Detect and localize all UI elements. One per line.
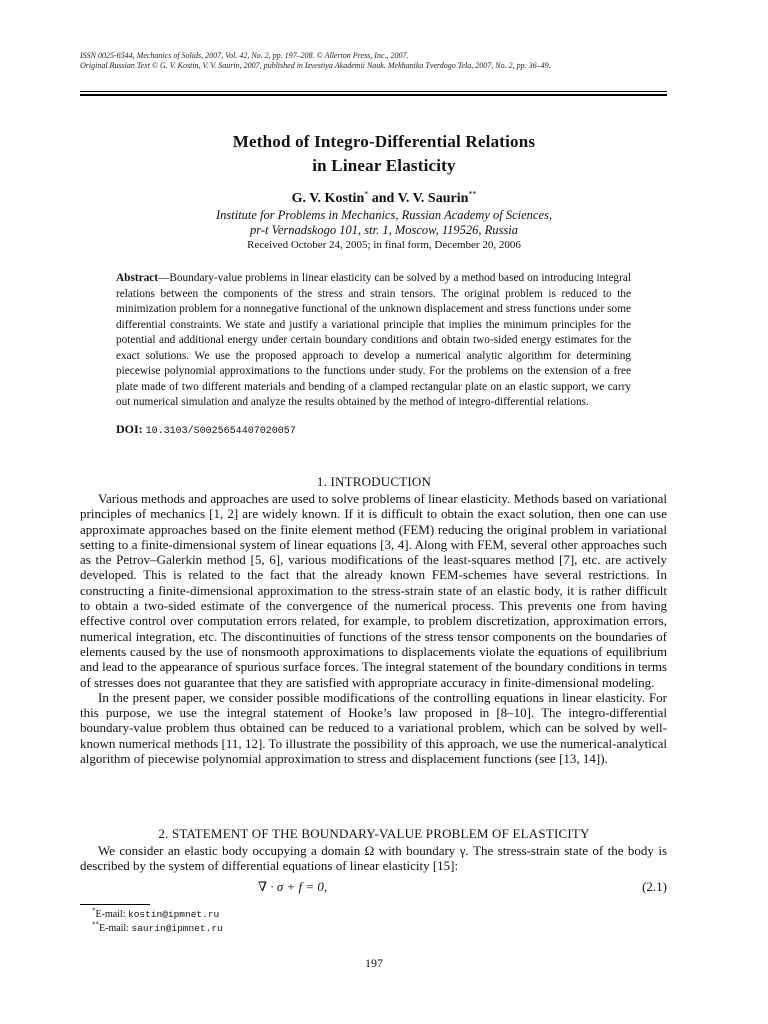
footnote-mark: *	[92, 906, 96, 915]
footnote-mark: **	[92, 920, 99, 929]
footnote-mark-2: **	[468, 189, 477, 199]
equation-expression: ∇ · σ + f = 0,	[258, 879, 328, 894]
email-link[interactable]: kostin@ipmnet.ru	[128, 909, 220, 920]
author-saurin: V. V. Saurin	[397, 191, 469, 206]
section-heading-introduction: 1. INTRODUCTION	[316, 474, 432, 489]
author-list	[0, 190, 768, 208]
paragraph: In the present paper, we consider possible modifications of the controlling equations in linear elasticity. For this purpose, we use the integral statement of Hooke’s law proposed in [8–10]. The integro-differential boundary-value problem thus obtained can be reduced to a variational problem, which can be solved by well-known numerical methods [11, 12]. To illustrate the possibility of this approach, we use the numerical-analytical algorithm of piecewise polynomial approximation to stress and displacement functions (see [13, 14]).	[80, 689, 667, 767]
doi-link[interactable]: 10.3103/S0025654407020057	[145, 426, 296, 437]
abstract	[116, 271, 631, 411]
footnote-mark-1: *	[364, 189, 369, 199]
paper-title	[0, 130, 768, 178]
footnote-saurin	[92, 920, 492, 935]
statement-body	[80, 843, 667, 874]
equation-number: (2.1)	[642, 879, 667, 894]
abstract-text: —Boundary-value problems in linear elasticity can be solved by a method based on introducing integral relations between the components of the stress and strain tensors. The original problem is reduced to the minimization problem for a nonnegative functional of the unknown displacement and stress functions under some differential constraints. We state and justify a variational principle that implies the minimum principles for the potential and additional energy under certain boundary conditions and obtain two-sided energy estimates for the exact solutions. We use the proposed approach to develop a numerical analytic algorithm for determining piecewise polynomial approximations to the functions under study. For the problems on the extension of a free plate made of two different materials and bending of a clamped rectangular plate on an elastic support, we carry out numerical simulation and analyze the results obtained by the method of integro-differential relations.	[116, 272, 631, 408]
paragraph: Various methods and approaches are used to solve problems of linear elasticity. Methods based on variational principles of mechanics [1, 2] are widely known. If it is difficult to obtain the exact solution, then one can use approximate approaches based on the finite element method (FEM) reducing the original problem in variational setting to a finite-dimensional system of linear equations [3, 4]. Along with FEM, several other approaches such as the Petrov–Galerkin method [5, 6], various modifications of the least-squares method [7], etc. are actively developed. This is related to the fact that the already known FEM-schemes have several restrictions. In constructing a finite-dimensional approximation to the stress-strain state of an elastic body, it is rather difficult to obtain a two-sided estimate of the convergence of the numerical process. This prevents one from having effective control over computation errors related, for example, to problem discretization, approximation errors, numerical integration, etc. The discontinuities of functions of the stress tensor components on the boundaries of elements caused by the use of nonsmooth approximations to displacements violate the equations of equilibrium and lead to the appearance of spurious surface forces. The integral statement of the boundary conditions in terms of stresses does not guarantee that they are satisfied with appropriate accuracy in finite-dimensional modeling.	[80, 491, 667, 690]
email-link[interactable]: saurin@ipmnet.ru	[131, 923, 223, 934]
footnote-label: E-mail:	[99, 923, 132, 934]
author-conjunction: and	[371, 191, 395, 206]
affiliation	[0, 208, 768, 238]
affiliation-line-2: pr-t Vernadskogo 101, str. 1, Moscow, 119526, Russia	[249, 223, 519, 237]
doi-label: DOI:	[116, 422, 143, 436]
equation-2-1	[80, 879, 667, 895]
original-text-line: Original Russian Text © G. V. Kostin, V. V. Saurin, 2007, published in Izvestiya Akademii Nauk. Mekhanika Tverdogo Tela, 2007, No. 2, pp. 36–49.	[80, 61, 551, 70]
footnote-label: E-mail:	[95, 909, 128, 920]
header-rule-thick	[80, 94, 667, 96]
footnote-rule	[80, 904, 150, 905]
paragraph: We consider an elastic body occupying a domain Ω with boundary γ. The stress-strain state of the body is described by the system of differential equations of linear elasticity [15]:	[80, 843, 667, 874]
page-number: 197	[365, 956, 383, 970]
title-line-1: Method of Integro-Differential Relations	[232, 132, 536, 151]
received-date: Received October 24, 2005; in final form, December 20, 2006	[247, 239, 521, 251]
affiliation-line-1: Institute for Problems in Mechanics, Russian Academy of Sciences,	[215, 208, 553, 222]
section-heading-statement: 2. STATEMENT OF THE BOUNDARY-VALUE PROBLEM OF ELASTICITY	[158, 826, 590, 841]
introduction-body	[80, 491, 667, 766]
abstract-label: Abstract	[116, 272, 159, 284]
journal-citation-line: ISSN 0025-6544, Mechanics of Solids, 2007, Vol. 42, No. 2, pp. 197–208. © Allerton Press, Inc., 2007.	[80, 51, 409, 60]
header-rule-thin	[80, 91, 667, 92]
journal-header	[80, 51, 680, 71]
title-line-2: in Linear Elasticity	[312, 156, 456, 175]
footnote-kostin	[92, 906, 492, 921]
author-kostin: G. V. Kostin	[291, 191, 365, 206]
doi	[116, 421, 631, 440]
